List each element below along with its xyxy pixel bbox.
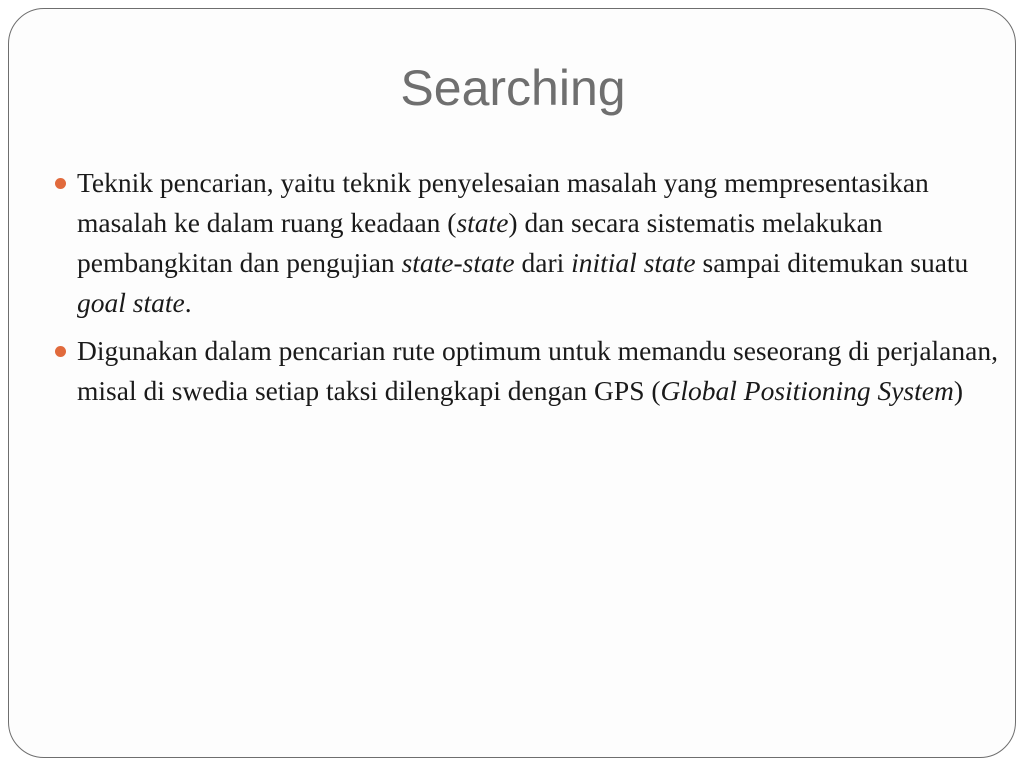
bullet-text-segment: ) <box>953 375 964 406</box>
bullet-text <box>77 167 968 318</box>
bullet-text-segment: . <box>184 287 192 318</box>
bullet-text-segment: Digunakan dalam pencarian rute optimum untuk memandu seseorang di perjalanan, misal di swedia setiap taksi dilengkapi dengan GPS ( <box>77 335 998 406</box>
bullet-text-italic: state <box>456 207 509 238</box>
bullet-text-italic: state-state <box>401 247 515 278</box>
slide-title: Searching <box>400 60 626 116</box>
bullet-text-italic: Global Positioning System <box>660 375 954 406</box>
bullet-text <box>77 335 998 406</box>
bullet-text-segment: ) dan secara sistematis melakukan pembangkitan dan pengujian <box>77 207 883 278</box>
bullet-text-italic: goal state <box>77 287 185 318</box>
bullet-item <box>55 331 1005 411</box>
bullet-dot-icon <box>55 346 66 357</box>
bullet-item <box>55 163 1005 323</box>
bullet-text-segment: sampai ditemukan suatu <box>695 247 969 278</box>
bullet-text-italic: initial state <box>571 247 696 278</box>
slide <box>8 8 1016 758</box>
bullet-list <box>55 163 1005 419</box>
bullet-dot-icon <box>55 178 66 189</box>
bullet-text-segment: Teknik pencarian, yaitu teknik penyelesaian masalah yang mempresentasikan masalah ke dalam ruang keadaan ( <box>77 167 929 238</box>
bullet-text-segment: dari <box>514 247 572 278</box>
